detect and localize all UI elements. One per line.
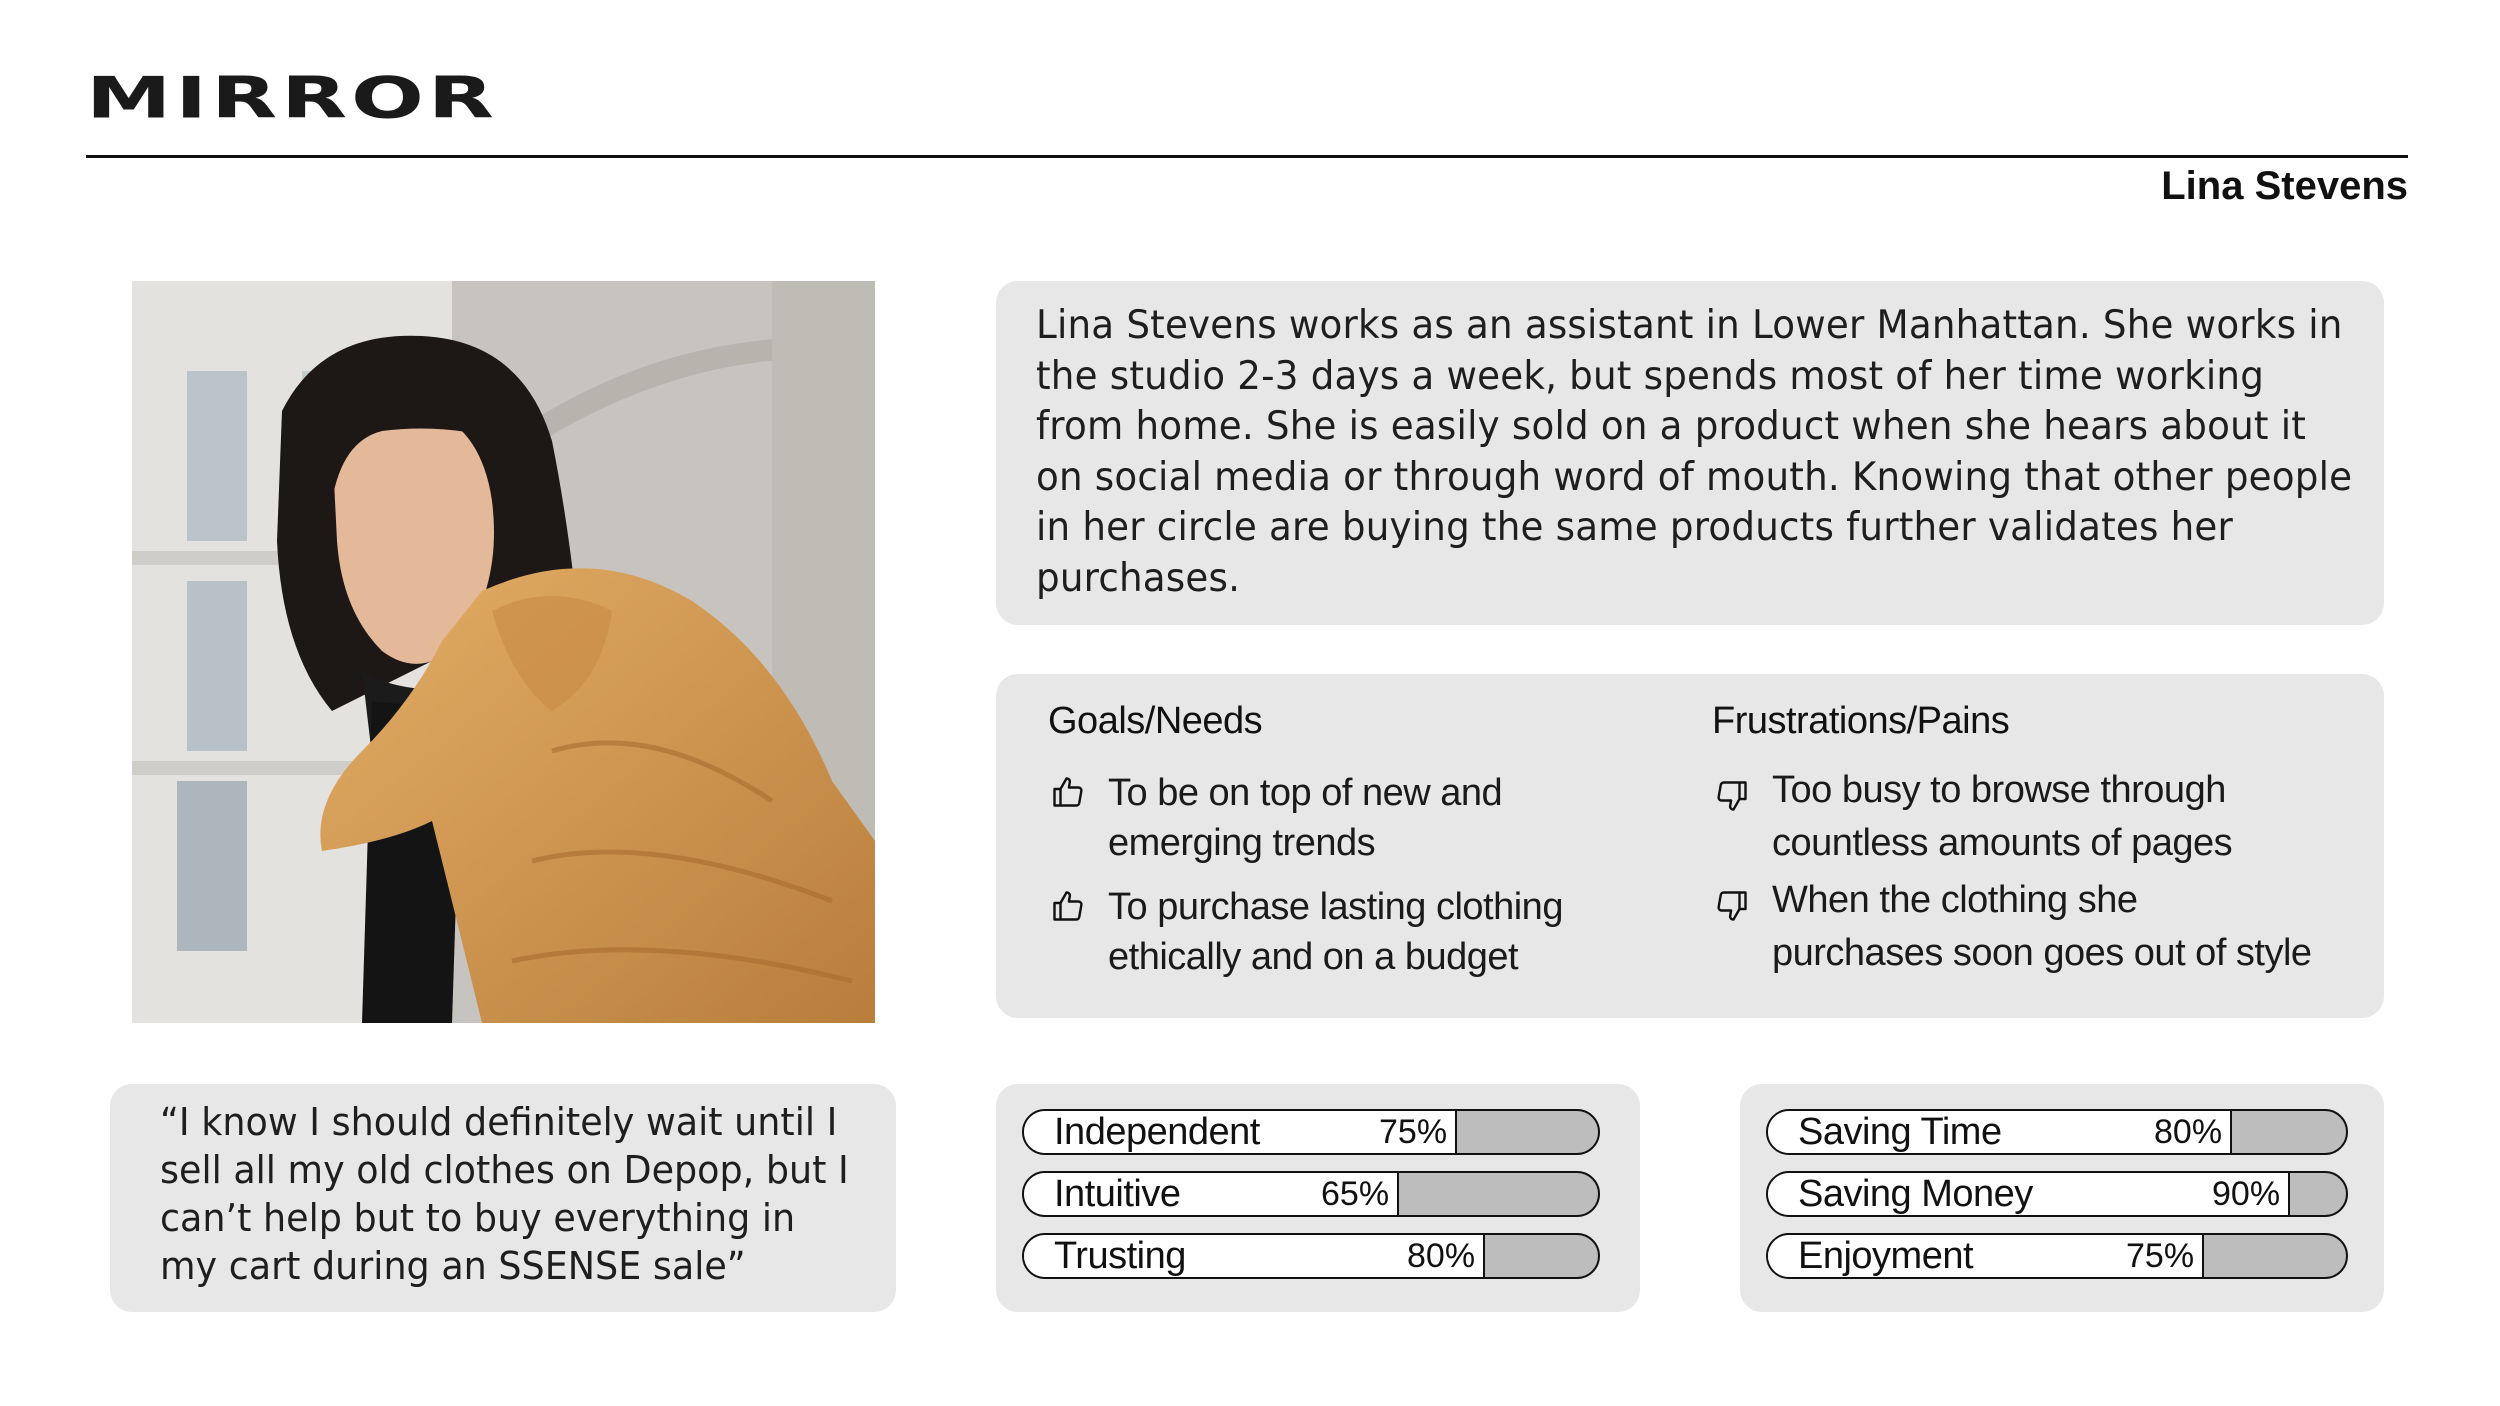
motivation-value: 75% — [2126, 1237, 2195, 1275]
thumbs-up-icon — [1050, 888, 1086, 924]
trait-label: Trusting — [1054, 1235, 1186, 1277]
quote-panel — [110, 1084, 896, 1312]
trait-bar-independent — [1022, 1109, 1600, 1155]
motivation-label: Saving Money — [1798, 1173, 2033, 1215]
motivation-value: 90% — [2212, 1175, 2281, 1213]
goal-item-2: To purchase lasting clothing ethically and on a budget — [1108, 886, 1563, 978]
trait-value: 75% — [1379, 1113, 1448, 1151]
thumbs-down-icon — [1714, 888, 1750, 924]
goal-item-1: To be on top of new and emerging trends — [1108, 772, 1503, 864]
motivation-label: Saving Time — [1798, 1111, 2002, 1153]
trait-value: 65% — [1321, 1175, 1390, 1213]
motivation-label: Enjoyment — [1798, 1235, 1974, 1277]
brand-logo: MIRROR — [86, 64, 498, 132]
header-divider — [86, 155, 2408, 158]
persona-name: Lina Stevens — [2161, 164, 2408, 208]
thumbs-up-icon — [1050, 774, 1086, 810]
bio-panel — [996, 281, 2384, 625]
frustration-item-2: When the clothing she purchases soon goes out of style — [1772, 879, 2312, 974]
goals-frustrations-panel — [996, 674, 2384, 1018]
bio-text: Lina Stevens works as an assistant in Lower Manhattan. She works in the studio 2-3 days a week, but spends most of her time working from home. She is easily sold on a product when she hears about it on social media or through word of mouth. Knowing that other people in her circle are buying the same products further validates her purchases. — [1036, 303, 2353, 601]
thumbs-down-icon — [1714, 778, 1750, 814]
persona-quote: “I know I should definitely wait until I sell all my old clothes on Depop, but I can’t help but to buy everything in my cart during an SSENSE sale” — [160, 1100, 849, 1288]
trait-bar-trusting — [1022, 1233, 1600, 1279]
frustration-item-1: Too busy to browse through countless amounts of pages — [1772, 769, 2233, 864]
trait-label: Independent — [1054, 1111, 1260, 1153]
trait-label: Intuitive — [1054, 1173, 1181, 1215]
persona-photo — [132, 281, 875, 1023]
frustrations-title: Frustrations/Pains — [1712, 700, 2010, 742]
trait-value: 80% — [1407, 1237, 1476, 1275]
persona-photo-illustration — [132, 281, 875, 1023]
motivation-value: 80% — [2154, 1113, 2223, 1151]
goals-title: Goals/Needs — [1048, 700, 1263, 742]
motivations-panel — [1740, 1084, 2384, 1312]
trait-bar-intuitive — [1022, 1171, 1600, 1217]
motivation-bar-saving-time — [1766, 1109, 2348, 1155]
traits-panel — [996, 1084, 1640, 1312]
motivation-bar-saving-money — [1766, 1171, 2348, 1217]
motivation-bar-enjoyment — [1766, 1233, 2348, 1279]
